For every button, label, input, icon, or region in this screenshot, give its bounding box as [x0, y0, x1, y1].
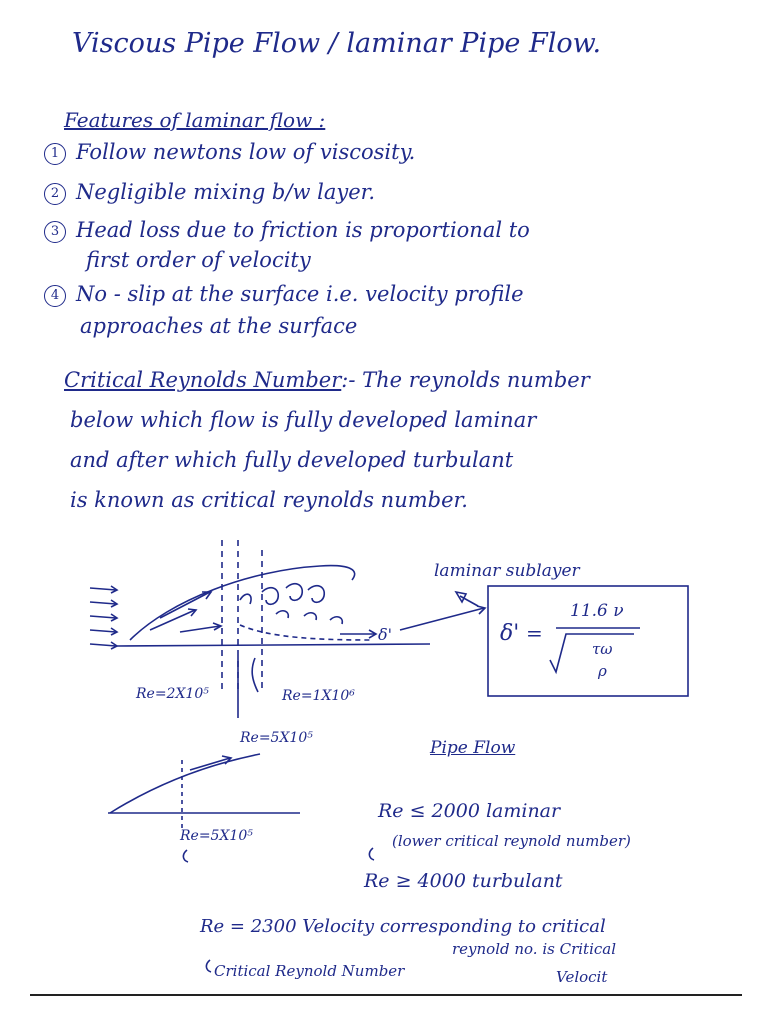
number-badge: 1	[44, 143, 66, 165]
pipe-eq-laminar: Re ≤ 2000 laminar	[378, 800, 561, 822]
pipe-eq-critical: Re = 2300 Velocity corresponding to critical	[200, 916, 606, 937]
feature-item-3	[44, 218, 530, 243]
formula-den-bottom: ρ	[598, 662, 607, 680]
number-badge: 4	[44, 285, 66, 307]
feature-item-4	[44, 282, 524, 307]
delta-label: δ'	[378, 625, 393, 644]
critical-def-start: :- The reynolds number	[341, 368, 590, 392]
incoming-flow-arrows	[90, 586, 117, 649]
re-right-label: Re=1X10⁶	[282, 688, 355, 704]
feature-text: Follow newtons low of viscosity.	[76, 140, 416, 164]
page-bottom-rule	[30, 994, 742, 996]
pipe-eq-critical-note: Critical Reynold Number	[214, 962, 405, 980]
pipe-flow-heading: Pipe Flow	[430, 738, 516, 758]
boundary-layer-diagram	[0, 530, 768, 1010]
critical-heading: Critical Reynolds Number	[64, 368, 342, 392]
re-mid-label: Re=5X10⁵	[240, 730, 313, 746]
critical-def-line-1: below which flow is fully developed laminar	[70, 408, 537, 432]
pipe-eq-turbulent: Re ≥ 4000 turbulant	[364, 870, 563, 892]
boundary-layer-edge	[130, 566, 355, 640]
feature-item-4-cont: approaches at the surface	[80, 314, 358, 338]
features-heading: Features of laminar flow :	[64, 108, 326, 132]
formula-numerator: 11.6 ν	[570, 601, 624, 621]
feature-item-2	[44, 180, 375, 205]
feature-text: No - slip at the surface i.e. velocity profile	[76, 282, 524, 306]
formula-den-top: τω	[592, 640, 613, 658]
number-badge: 2	[44, 183, 66, 205]
page-title: Viscous Pipe Flow / laminar Pipe Flow.	[72, 28, 602, 59]
number-badge: 3	[44, 221, 66, 243]
critical-reynolds-line	[64, 368, 590, 392]
pipe-eq-critical-line2: reynold no. is Critical	[452, 940, 617, 958]
critical-def-line-2: and after which fully developed turbulant	[70, 448, 514, 472]
flat-plate	[116, 644, 430, 646]
re-lower-label: Re=5X10⁵	[180, 828, 253, 844]
sublayer-label: laminar sublayer	[434, 561, 580, 581]
feature-text: Head loss due to friction is proportional to	[76, 218, 530, 242]
feature-item-3-cont: first order of velocity	[86, 248, 311, 272]
re-left-label: Re=2X10⁵	[136, 686, 209, 702]
formula-eq: =	[526, 621, 543, 645]
feature-text: Negligible mixing b/w layer.	[76, 180, 376, 204]
pipe-eq-laminar-note: (lower critical reynold number)	[392, 832, 631, 850]
formula-lhs: δ'	[500, 621, 520, 646]
critical-def-line-3: is known as critical reynolds number.	[70, 488, 468, 512]
pipe-eq-critical-tail: Velocit	[556, 968, 608, 986]
feature-item-1	[44, 140, 415, 165]
lower-boundary-curve	[110, 754, 260, 813]
